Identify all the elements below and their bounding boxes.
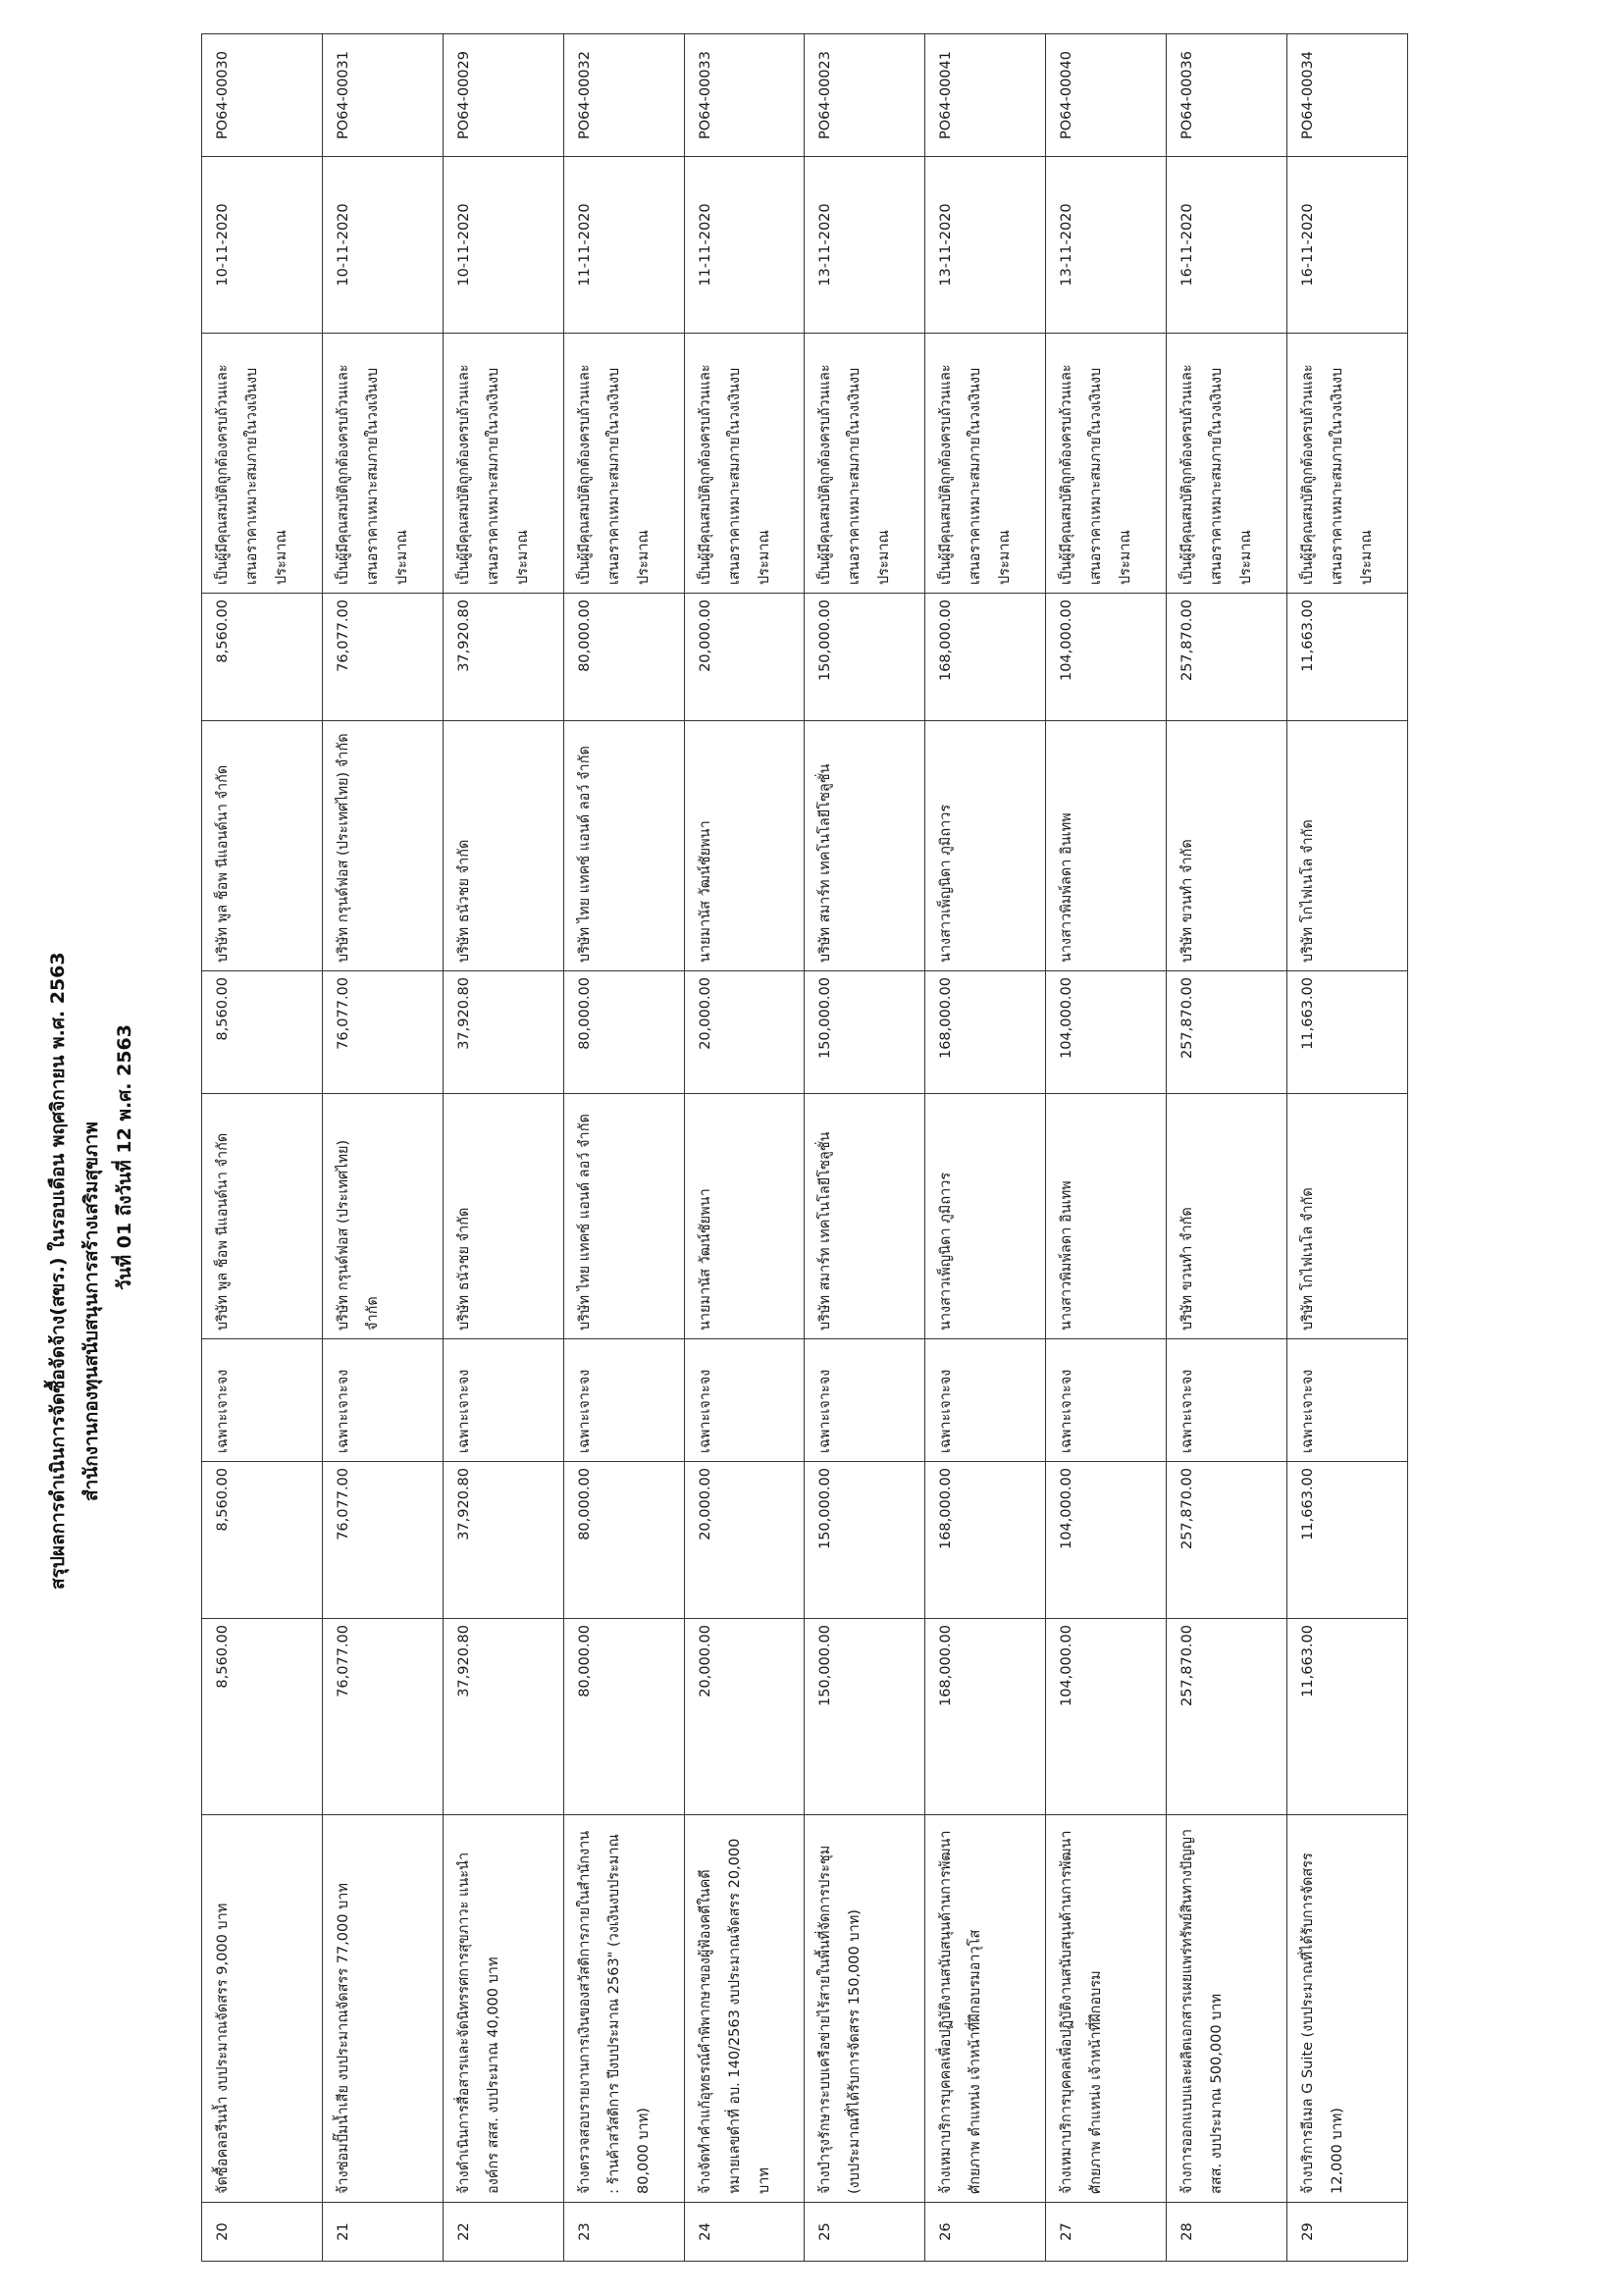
median-price: 257,870.00 [1167,1462,1287,1619]
budget-amount: 104,000.00 [1046,1619,1167,1815]
table-row [1167,34,1287,2262]
median-price: 11,663.00 [1287,1462,1408,1619]
bid-price: 168,000.00 [925,971,1046,1094]
row-number: 28 [1167,2203,1287,2262]
bid-price: 150,000.00 [805,971,925,1094]
contract-date: 16-11-2020 [1167,157,1287,334]
winner-name: บริษัท กรุนด์ฟอส (ประเทศไทย) จำกัด [322,721,443,971]
budget-amount: 80,000.00 [563,1619,684,1815]
bidder-name: บริษัท ธนัวชย จำกัด [443,1094,563,1339]
row-number: 22 [443,2203,563,2262]
contract-date: 11-11-2020 [684,157,805,334]
budget-amount: 20,000.00 [684,1619,805,1815]
bid-price: 8,560.00 [202,971,323,1094]
winning-price: 20,000.00 [684,594,805,721]
selection-reason: เป็นผู้มีคุณสมบัติถูกต้องครบถ้วนและเสนอราคาเหมาะสมภายในวงเงินงบประมาณ [322,334,443,594]
winner-name: บริษัท พูล ช็อพ นีแอนด์นา จำกัด [202,721,323,971]
bidder-name: บริษัท โกไฟเนโล จำกัด [1287,1094,1408,1339]
item-description: จัดซื้อคลอรีนน้ำ งบประมาณจัดสรร 9,000 บาท [202,1815,323,2203]
item-description: จ้างดำเนินการสื่อสารและจัดนิทรรศการสุขภาวะ แนะนำองค์กร สสส. งบประมาณ 40,000 บาท [443,1815,563,2203]
contract-date: 13-11-2020 [805,157,925,334]
table-row [563,34,684,2262]
bidder-name: บริษัท ขวนทำ จำกัด [1167,1094,1287,1339]
selection-reason: เป็นผู้มีคุณสมบัติถูกต้องครบถ้วนและเสนอราคาเหมาะสมภายในวงเงินงบประมาณ [1287,334,1408,594]
organization-name: สำนักงานกองทุนสนับสนุนการสร้างเสริมสุขภาพ [80,1122,102,1501]
median-price: 76,077.00 [322,1462,443,1619]
bidder-name: บริษัท พูล ช็อพ นีแอนด์นา จำกัด [202,1094,323,1339]
procurement-method: เฉพาะเจาะจง [1167,1339,1287,1462]
contract-date: 16-11-2020 [1287,157,1408,334]
bid-price: 104,000.00 [1046,971,1167,1094]
selection-reason: เป็นผู้มีคุณสมบัติถูกต้องครบถ้วนและเสนอราคาเหมาะสมภายในวงเงินงบประมาณ [1046,334,1167,594]
item-description: จ้างการออกแบบและผลิตเอกสารเผยแพร่ทรัพย์สินทางปัญญา สสส. งบประมาณ 500,000 บาท [1167,1815,1287,2203]
po-number: PO64-00033 [684,34,805,157]
winning-price: 8,560.00 [202,594,323,721]
bidder-name: นางสาวเพ็ญนิดา ภูมิถาวร [925,1094,1046,1339]
median-price: 168,000.00 [925,1462,1046,1619]
median-price: 80,000.00 [563,1462,684,1619]
contract-date: 11-11-2020 [563,157,684,334]
bid-price: 20,000.00 [684,971,805,1094]
contract-date: 13-11-2020 [1046,157,1167,334]
procurement-method: เฉพาะเจาะจง [1046,1339,1167,1462]
row-number: 29 [1287,2203,1408,2262]
table-row [322,34,443,2262]
row-number: 26 [925,2203,1046,2262]
po-number: PO64-00041 [925,34,1046,157]
bid-price: 11,663.00 [1287,971,1408,1094]
table-row [925,34,1046,2262]
selection-reason: เป็นผู้มีคุณสมบัติถูกต้องครบถ้วนและเสนอราคาเหมาะสมภายในวงเงินงบประมาณ [925,334,1046,594]
row-number: 27 [1046,2203,1167,2262]
table-row [684,34,805,2262]
contract-date: 13-11-2020 [925,157,1046,334]
bidder-name: นางสาวพิมพ์ลดา อินเทพ [1046,1094,1167,1339]
procurement-method: เฉพาะเจาะจง [202,1339,323,1462]
item-description: จ้างเหมาบริการบุคคลเพื่อปฏิบัติงานสนับสนุนด้านการพัฒนาศักยภาพ ตำแหน่ง เจ้าหน้าที่ฝึกอบรมอาวุโส [925,1815,1046,2203]
row-number: 24 [684,2203,805,2262]
po-number: PO64-00032 [563,34,684,157]
contract-date: 10-11-2020 [322,157,443,334]
bidder-name: นายมานัส วัฒน์ชัยพนา [684,1094,805,1339]
po-number: PO64-00023 [805,34,925,157]
budget-amount: 257,870.00 [1167,1619,1287,1815]
table-row [1046,34,1167,2262]
table-row [1287,34,1408,2262]
bid-price: 257,870.00 [1167,971,1287,1094]
winning-price: 76,077.00 [322,594,443,721]
procurement-method: เฉพาะเจาะจง [805,1339,925,1462]
median-price: 150,000.00 [805,1462,925,1619]
bid-price: 76,077.00 [322,971,443,1094]
selection-reason: เป็นผู้มีคุณสมบัติถูกต้องครบถ้วนและเสนอราคาเหมาะสมภายในวงเงินงบประมาณ [1167,334,1287,594]
winner-name: นางสาวพิมพ์ลดา อินเทพ [1046,721,1167,971]
winning-price: 80,000.00 [563,594,684,721]
budget-amount: 8,560.00 [202,1619,323,1815]
winning-price: 150,000.00 [805,594,925,721]
date-range: วันที่ 01 ถึงวันที่ 12 พ.ศ. 2563 [114,1023,135,1290]
selection-reason: เป็นผู้มีคุณสมบัติถูกต้องครบถ้วนและเสนอราคาเหมาะสมภายในวงเงินงบประมาณ [443,334,563,594]
document-title: สรุปผลการดำเนินการจัดซื้อจัดจ้าง(สขร.) ในรอบเดือน พฤศจิกายน พ.ศ. 2563 [47,952,69,1590]
item-description: จ้างบริการอีเมล G Suite (งบประมาณที่ได้รับการจัดสรร 12,000 บาท) [1287,1815,1408,2203]
row-number: 21 [322,2203,443,2262]
selection-reason: เป็นผู้มีคุณสมบัติถูกต้องครบถ้วนและเสนอราคาเหมาะสมภายในวงเงินงบประมาณ [202,334,323,594]
table-row [805,34,925,2262]
winning-price: 104,000.00 [1046,594,1167,721]
bid-price: 80,000.00 [563,971,684,1094]
po-number: PO64-00029 [443,34,563,157]
winner-name: นางสาวเพ็ญนิดา ภูมิถาวร [925,721,1046,971]
budget-amount: 76,077.00 [322,1619,443,1815]
po-number: PO64-00031 [322,34,443,157]
winning-price: 11,663.00 [1287,594,1408,721]
table-row [443,34,563,2262]
median-price: 20,000.00 [684,1462,805,1619]
procurement-table [201,33,1408,2262]
po-number: PO64-00034 [1287,34,1408,157]
item-description: จ้างจัดทำคำแก้อุทธรณ์คำพิพากษาของผู้ฟ้องคดีในคดีหมายเลขดำที่ อบ. 140/2563 งบประมาณจัดสรร 20,000 บาท [684,1815,805,2203]
winner-name: บริษัท ไทย แทคซ์ แอนด์ ลอว์ จำกัด [563,721,684,971]
median-price: 37,920.80 [443,1462,563,1619]
table-row [202,34,323,2262]
bidder-name: บริษัท ไทย แทคซ์ แอนด์ ลอว์ จำกัด [563,1094,684,1339]
item-description: จ้างซ่อมปั๊มน้ำเสีย งบประมาณจัดสรร 77,000 บาท [322,1815,443,2203]
procurement-method: เฉพาะเจาะจง [684,1339,805,1462]
row-number: 25 [805,2203,925,2262]
po-number: PO64-00030 [202,34,323,157]
item-description: จ้างบำรุงรักษาระบบเครือข่ายไร้สายในพื้นที่จัดการประชุม (งบประมาณที่ได้รับการจัดสรร 150,000 บาท) [805,1815,925,2203]
procurement-method: เฉพาะเจาะจง [563,1339,684,1462]
po-number: PO64-00040 [1046,34,1167,157]
row-number: 23 [563,2203,684,2262]
procurement-method: เฉพาะเจาะจง [443,1339,563,1462]
winner-name: บริษัท ขวนทำ จำกัด [1167,721,1287,971]
row-number: 20 [202,2203,323,2262]
budget-amount: 37,920.80 [443,1619,563,1815]
procurement-method: เฉพาะเจาะจง [322,1339,443,1462]
selection-reason: เป็นผู้มีคุณสมบัติถูกต้องครบถ้วนและเสนอราคาเหมาะสมภายในวงเงินงบประมาณ [805,334,925,594]
budget-amount: 11,663.00 [1287,1619,1408,1815]
winning-price: 168,000.00 [925,594,1046,721]
procurement-method: เฉพาะเจาะจง [1287,1339,1408,1462]
bid-price: 37,920.80 [443,971,563,1094]
median-price: 8,560.00 [202,1462,323,1619]
winner-name: บริษัท ธนัวชย จำกัด [443,721,563,971]
budget-amount: 150,000.00 [805,1619,925,1815]
winner-name: บริษัท โกไฟเนโล จำกัด [1287,721,1408,971]
contract-date: 10-11-2020 [443,157,563,334]
po-number: PO64-00036 [1167,34,1287,157]
bidder-name: บริษัท สมาร์ท เทคโนโลยีโซลูชั่น [805,1094,925,1339]
median-price: 104,000.00 [1046,1462,1167,1619]
procurement-table-container [201,34,1408,2262]
winner-name: นายมานัส วัฒน์ชัยพนา [684,721,805,971]
bidder-name: บริษัท กรุนด์ฟอส (ประเทศไทย) จำกัด [322,1094,443,1339]
selection-reason: เป็นผู้มีคุณสมบัติถูกต้องครบถ้วนและเสนอราคาเหมาะสมภายในวงเงินงบประมาณ [684,334,805,594]
budget-amount: 168,000.00 [925,1619,1046,1815]
winning-price: 257,870.00 [1167,594,1287,721]
selection-reason: เป็นผู้มีคุณสมบัติถูกต้องครบถ้วนและเสนอราคาเหมาะสมภายในวงเงินงบประมาณ [563,334,684,594]
item-description: จ้างตรวจสอบรายงานการเงินของสวัสดิการภายในสำนักงาน : ร้านค้าสวัสดิการ ปีงบประมาณ 2563" (วงเงินงบประมาณ 80,000 บาท) [563,1815,684,2203]
winning-price: 37,920.80 [443,594,563,721]
winner-name: บริษัท สมาร์ท เทคโนโลยีโซลูชั่น [805,721,925,971]
item-description: จ้างเหมาบริการบุคคลเพื่อปฏิบัติงานสนับสนุนด้านการพัฒนาศักยภาพ ตำแหน่ง เจ้าหน้าที่ฝึกอบรม [1046,1815,1167,2203]
contract-date: 10-11-2020 [202,157,323,334]
procurement-method: เฉพาะเจาะจง [925,1339,1046,1462]
